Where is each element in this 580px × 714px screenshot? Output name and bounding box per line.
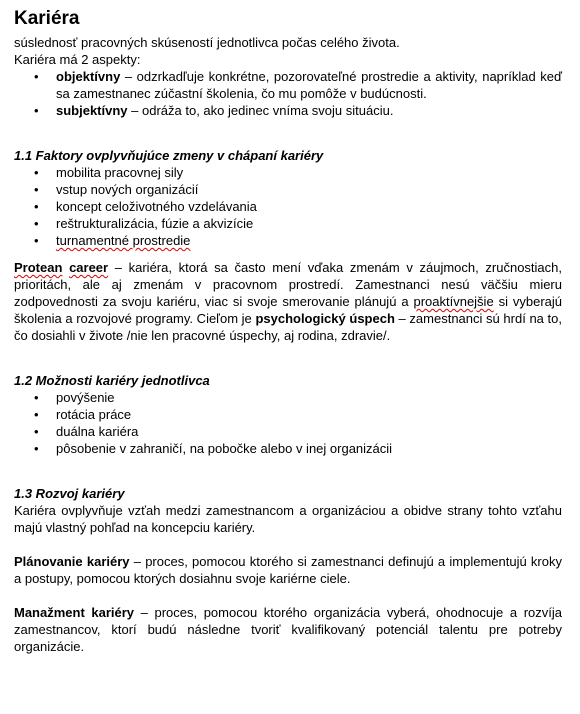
bullet-icon: • (34, 233, 39, 248)
page-title: Kariéra (14, 8, 80, 29)
protean-paragraph (14, 259, 562, 344)
list-item (34, 232, 562, 249)
list-item (34, 68, 562, 102)
section-heading-1-3: 1.3 Rozvoj kariéry (14, 486, 125, 501)
list-item-text: vstup nových organizácií (56, 182, 199, 197)
planning-term: Plánovanie kariéry (14, 554, 130, 569)
management-text: – proces, pomocou ktorého organizácia vyberá, ohodnocuje a rozvíja zamestnancov, ktorí budú následne tvoriť kvalifikovaný potenciál talentu pre potreby organizácie. (14, 605, 562, 654)
list-item (34, 102, 562, 119)
management-term: Manažment kariéry (14, 605, 135, 620)
bullet-icon: • (34, 182, 39, 197)
protean-text-1: – kariéra, ktorá sa často mení vďaka zmenám v záujmoch, zručnostiach, prioritách, ale aj zmenám v pracovnom prostredí. Zamestnanci nesú väčšiu mieru zodpovednosti za svoju kariéru, viac si svoje smerovanie plánujú a (14, 260, 562, 309)
aspect-text: – odzrkadľuje konkrétne, pozorovateľné prostredie a aktivity, napríklad keď sa zamestnanec zúčastní školenia, čo mu pomôže v budúcnosti. (56, 69, 562, 101)
bullet-icon: • (34, 103, 39, 118)
planning-paragraph (14, 553, 562, 587)
intro-line-1: súslednosť pracovných skúseností jednotlivca počas celého života. (14, 35, 400, 50)
aspect-text: – odráža to, ako jedinec vníma svoju situáciu. (127, 103, 394, 118)
list-item (34, 423, 562, 440)
bullet-icon: • (34, 199, 39, 214)
protean-term-a: Protean (14, 260, 63, 275)
list-item-text: povýšenie (56, 390, 115, 405)
bullet-icon: • (34, 216, 39, 231)
aspect-term: subjektívny (56, 103, 128, 118)
management-paragraph (14, 604, 562, 655)
factors-list (14, 164, 562, 249)
list-item-text: rotácia práce (56, 407, 132, 422)
aspects-list (14, 68, 562, 119)
aspect-term: objektívny (56, 69, 121, 84)
protean-term-c: psychologický úspech (255, 311, 395, 326)
list-item-text: turnamentné prostredie (56, 233, 191, 248)
protean-flagged-word: proaktívnejšie (413, 294, 494, 309)
list-item (34, 215, 562, 232)
planning-text: – proces, pomocou ktorého si zamestnanci definujú a implementujú kroky a postupy, pomocou ktorých dosiahnu svoje kariérne ciele. (14, 554, 562, 586)
list-item-text: mobilita pracovnej sily (56, 165, 184, 180)
bullet-icon: • (34, 424, 39, 439)
list-item (34, 198, 562, 215)
list-item-text: koncept celoživotného vzdelávania (56, 199, 257, 214)
spacer (14, 536, 562, 553)
options-list (14, 389, 562, 457)
bullet-icon: • (34, 441, 39, 456)
protean-text-2: si vyberajú školenia a rozvojové programy. Cieľom je (14, 294, 563, 326)
spacer (14, 587, 562, 604)
list-item-text: pôsobenie v zahraničí, na pobočke alebo v inej organizácii (56, 441, 393, 456)
protean-term-b: career (69, 260, 109, 275)
spacer (14, 249, 562, 259)
list-item (34, 440, 562, 457)
bullet-icon: • (34, 407, 39, 422)
bullet-icon: • (34, 165, 39, 180)
bullet-icon: • (34, 69, 39, 84)
list-item (34, 181, 562, 198)
section-heading-1-2: 1.2 Možnosti kariéry jednotlivca (14, 373, 210, 388)
section-heading-1-1: 1.1 Faktory ovplyvňujúce zmeny v chápaní kariéry (14, 148, 324, 163)
bullet-icon: • (34, 390, 39, 405)
spacer (14, 457, 562, 485)
list-item-text: duálna kariéra (56, 424, 139, 439)
list-item (34, 406, 562, 423)
intro-line-2: Kariéra má 2 aspekty: (14, 52, 141, 67)
spacer (14, 119, 562, 147)
spacer (14, 344, 562, 372)
development-paragraph: Kariéra ovplyvňuje vzťah medzi zamestnancom a organizáciou a obidve strany tohto vzťahu majú vlastný pohľad na koncepciu kariéry. (14, 503, 562, 535)
protean-text-3: – zamestnanci sú hrdí na to, čo dosiahli v živote /nie len pracovné úspechy, aj rodina, zdravie/. (14, 311, 562, 343)
list-item (34, 164, 562, 181)
list-item (34, 389, 562, 406)
list-item-text: reštrukturalizácia, fúzie a akvizície (56, 216, 254, 231)
